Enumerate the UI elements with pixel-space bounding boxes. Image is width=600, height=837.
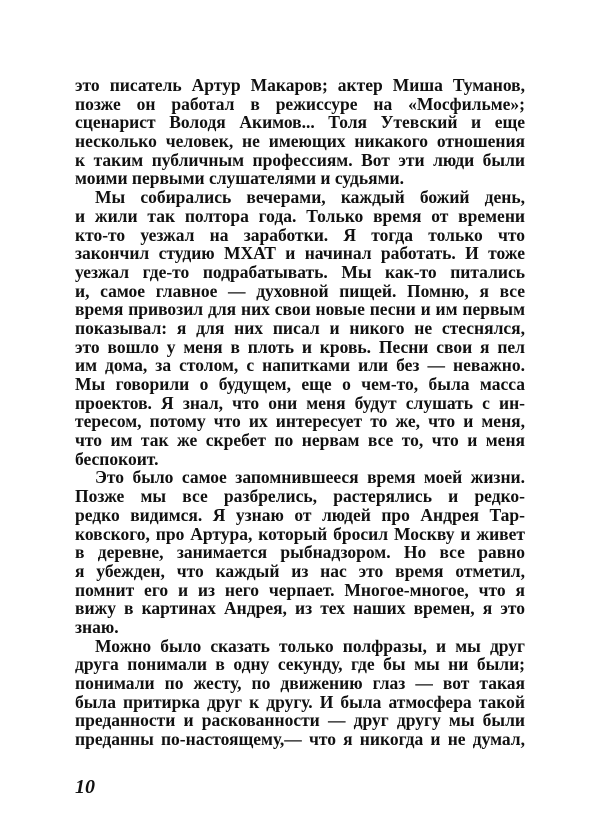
text-line: понимали по жесту, по движению глаз — вот такая (75, 673, 525, 693)
paragraph (75, 468, 525, 636)
text-line: это вошло у меня в плоть и кровь. Песни свои я пел (75, 336, 525, 357)
text-line: несколько человек, не имеющих никакого отношения (75, 131, 525, 152)
text-line: уезжал где-то подрабатывать. Мы как-то питались (75, 261, 525, 282)
text-line: им дома, за столом, с напитками или без — неважно. (75, 355, 525, 376)
text-line: показывал: я для них писал и никого не стеснялся, (75, 317, 525, 338)
text-line: Мы собирались вечерами, каждый божий день, (95, 187, 525, 208)
text-line: позже он работал в режиссуре на «Мосфильме»; (75, 93, 525, 114)
text-line: знаю. (75, 616, 119, 637)
text-line: тересом, потому что их интересует то же, что и меня, (75, 411, 525, 432)
text-line: к таким публичным профессиям. Вот эти люди были (75, 149, 525, 170)
page-body-text (75, 76, 525, 749)
text-line: друга понимали в одну секунду, где бы мы ни были; (75, 654, 525, 675)
text-line: что им так же скребет по нервам все то, что и меня (75, 430, 525, 451)
text-line: редко видимся. Я узнаю от людей про Андрея Тар- (75, 504, 525, 525)
text-line: и жили так полтора года. Только время от времени (75, 205, 525, 226)
text-line: сценарист Володя Акимов... Толя Утевский и еще (75, 112, 525, 133)
text-line: проектов. Я знал, что они меня будут слушать с ин- (75, 392, 525, 413)
paragraph (75, 188, 525, 468)
text-line: кто-то уезжал на заработки. Я тогда только что (75, 224, 525, 245)
page-number: 10 (75, 776, 95, 798)
text-line: преданны по-настоящему,— что я никогда и не думал, (75, 729, 525, 750)
text-line: я убежден, что каждый из нас это время отметил, (75, 560, 525, 581)
text-line: и, самое главное — духовной пищей. Помню, я все (75, 280, 525, 301)
text-line: Позже мы все разбрелись, растерялись и редко- (75, 486, 525, 507)
text-line: Это было самое запомнившееся время моей жизни. (95, 467, 525, 488)
text-line: Мы говорили о будущем, еще о чем-то, была масса (75, 374, 525, 394)
text-line: преданности и раскованности — друг другу мы были (75, 710, 525, 731)
text-line: моими первыми слушателями и судьями. (75, 168, 405, 189)
text-line: это писатель Артур Макаров; актер Миша Туманов, (75, 75, 525, 95)
text-line: время привозил для них свои новые песни и им первым (75, 299, 525, 320)
text-line: Можно было сказать только полфразы, и мы друг (95, 635, 525, 656)
text-line: ковского, про Артура, который бросил Москву и живет (75, 523, 525, 544)
paragraph (75, 76, 525, 188)
text-line: беспокоит. (75, 448, 159, 469)
text-line: закончил студию МХАТ и начинал работать. И тоже (75, 243, 525, 264)
text-line: помнит его и из него черпает. Многое-многое, что я (75, 579, 525, 600)
text-line: вижу в картинах Андрея, из тех наших времен, я это (75, 598, 525, 619)
paragraph (75, 637, 525, 749)
text-line: в деревне, занимается рыбнадзором. Но все равно (75, 542, 525, 563)
text-line: была притирка друг к другу. И была атмосфера такой (75, 691, 525, 712)
